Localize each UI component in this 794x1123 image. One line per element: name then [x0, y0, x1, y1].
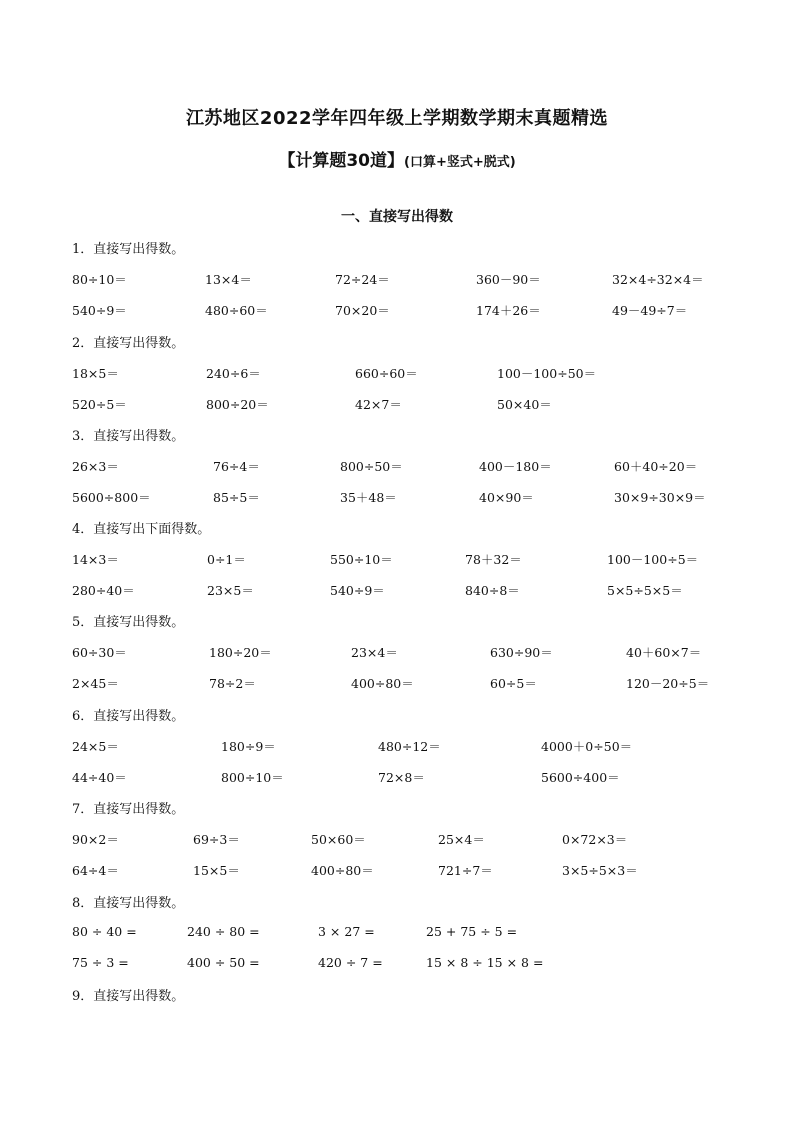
- math-problem: 5600÷400＝: [541, 770, 620, 785]
- math-problem: 5×5÷5×5＝: [607, 583, 683, 598]
- question-title: 8．直接写出得数。: [72, 896, 185, 911]
- problem-row: [0, 581, 794, 599]
- question-title: 2．直接写出得数。: [72, 336, 185, 351]
- math-problem: 120－20÷5＝: [626, 676, 710, 691]
- question-title: 5．直接写出得数。: [72, 615, 185, 630]
- math-problem: 721÷7＝: [438, 863, 493, 878]
- math-problem: 0×72×3＝: [562, 832, 628, 847]
- math-problem: 540÷9＝: [72, 303, 127, 318]
- problem-row: [0, 550, 794, 568]
- problem-row: [0, 395, 794, 413]
- math-problem: 400－180＝: [479, 459, 552, 474]
- math-problem: 60÷30＝: [72, 645, 127, 660]
- math-problem: 280÷40＝: [72, 583, 135, 598]
- math-problem: 85÷5＝: [213, 490, 260, 505]
- math-problem: 100－100÷5＝: [607, 552, 699, 567]
- math-problem: 25 + 75 ÷ 5 =: [426, 924, 518, 939]
- math-problem: 240÷6＝: [206, 366, 261, 381]
- page-title: 江苏地区2022学年四年级上学期数学期末真题精选: [185, 108, 609, 129]
- math-problem: 15 × 8 ÷ 15 × 8 =: [426, 955, 544, 970]
- problem-row: [0, 924, 794, 942]
- math-problem: 80÷10＝: [72, 272, 127, 287]
- math-problem: 4000＋0÷50＝: [541, 739, 633, 754]
- math-problem: 64÷4＝: [72, 863, 119, 878]
- question-title: 9．直接写出得数。: [72, 989, 185, 1004]
- math-problem: 480÷60＝: [205, 303, 268, 318]
- math-problem: 100－100÷50＝: [497, 366, 597, 381]
- math-problem: 400÷80＝: [311, 863, 374, 878]
- math-problem: 42×7＝: [355, 397, 402, 412]
- math-problem: 24×5＝: [72, 739, 119, 754]
- question-title: 7．直接写出得数。: [72, 802, 185, 817]
- math-problem: 420 ÷ 7 =: [318, 955, 383, 970]
- math-problem: 40＋60×7＝: [626, 645, 702, 660]
- subtitle-main: 【计算题30道】: [278, 151, 404, 171]
- question-title: 4．直接写出下面得数。: [72, 522, 211, 537]
- problem-row: [0, 737, 794, 755]
- question-title: 1．直接写出得数。: [72, 242, 185, 257]
- math-problem: 800÷10＝: [221, 770, 284, 785]
- math-problem: 520÷5＝: [72, 397, 127, 412]
- problem-row: [0, 488, 794, 506]
- math-problem: 40×90＝: [479, 490, 534, 505]
- math-problem: 800÷20＝: [206, 397, 269, 412]
- math-problem: 5600÷800＝: [72, 490, 151, 505]
- math-problem: 0÷1＝: [207, 552, 246, 567]
- math-problem: 50×60＝: [311, 832, 366, 847]
- math-problem: 80 ÷ 40 =: [72, 924, 137, 939]
- math-problem: 840÷8＝: [465, 583, 520, 598]
- math-problem: 400÷80＝: [351, 676, 414, 691]
- math-problem: 660÷60＝: [355, 366, 418, 381]
- math-problem: 78÷2＝: [209, 676, 256, 691]
- math-problem: 480÷12＝: [378, 739, 441, 754]
- problem-row: [0, 861, 794, 879]
- section-title: 一、直接写出得数: [341, 209, 453, 225]
- math-problem: 60＋40÷20＝: [614, 459, 698, 474]
- math-problem: 78＋32＝: [465, 552, 522, 567]
- math-problem: 50×40＝: [497, 397, 552, 412]
- math-problem: 174＋26＝: [476, 303, 541, 318]
- math-problem: 180÷9＝: [221, 739, 276, 754]
- math-problem: 400 ÷ 50 =: [187, 955, 260, 970]
- question-title: 6．直接写出得数。: [72, 709, 185, 724]
- problem-row: [0, 301, 794, 319]
- problem-row: [0, 955, 794, 973]
- math-problem: 630÷90＝: [490, 645, 553, 660]
- math-problem: 69÷3＝: [193, 832, 240, 847]
- math-problem: 550÷10＝: [330, 552, 393, 567]
- math-problem: 540÷9＝: [330, 583, 385, 598]
- math-problem: 800÷50＝: [340, 459, 403, 474]
- math-problem: 75 ÷ 3 =: [72, 955, 129, 970]
- problem-row: [0, 364, 794, 382]
- math-problem: 32×4÷32×4＝: [612, 272, 704, 287]
- math-problem: 23×5＝: [207, 583, 254, 598]
- math-problem: 2×45＝: [72, 676, 119, 691]
- problem-row: [0, 643, 794, 661]
- math-problem: 13×4＝: [205, 272, 252, 287]
- math-problem: 3×5÷5×3＝: [562, 863, 638, 878]
- math-problem: 60÷5＝: [490, 676, 537, 691]
- math-problem: 240 ÷ 80 =: [187, 924, 260, 939]
- math-problem: 25×4＝: [438, 832, 485, 847]
- math-problem: 360－90＝: [476, 272, 541, 287]
- math-problem: 14×3＝: [72, 552, 119, 567]
- problem-row: [0, 674, 794, 692]
- math-problem: 90×2＝: [72, 832, 119, 847]
- math-problem: 70×20＝: [335, 303, 390, 318]
- problem-row: [0, 457, 794, 475]
- math-problem: 18×5＝: [72, 366, 119, 381]
- question-title: 3．直接写出得数。: [72, 429, 185, 444]
- problem-row: [0, 768, 794, 786]
- math-problem: 3 × 27 =: [318, 924, 375, 939]
- math-problem: 180÷20＝: [209, 645, 272, 660]
- math-problem: 72×8＝: [378, 770, 425, 785]
- math-problem: 30×9÷30×9＝: [614, 490, 706, 505]
- math-problem: 72÷24＝: [335, 272, 390, 287]
- math-problem: 44÷40＝: [72, 770, 127, 785]
- problem-row: [0, 270, 794, 288]
- math-problem: 26×3＝: [72, 459, 119, 474]
- problem-row: [0, 830, 794, 848]
- math-problem: 35＋48＝: [340, 490, 397, 505]
- page-subtitle: [0, 146, 794, 171]
- math-problem: 76÷4＝: [213, 459, 260, 474]
- math-problem: 49－49÷7＝: [612, 303, 688, 318]
- subtitle-note: (口算+竖式+脱式): [404, 155, 516, 170]
- math-problem: 15×5＝: [193, 863, 240, 878]
- math-problem: 23×4＝: [351, 645, 398, 660]
